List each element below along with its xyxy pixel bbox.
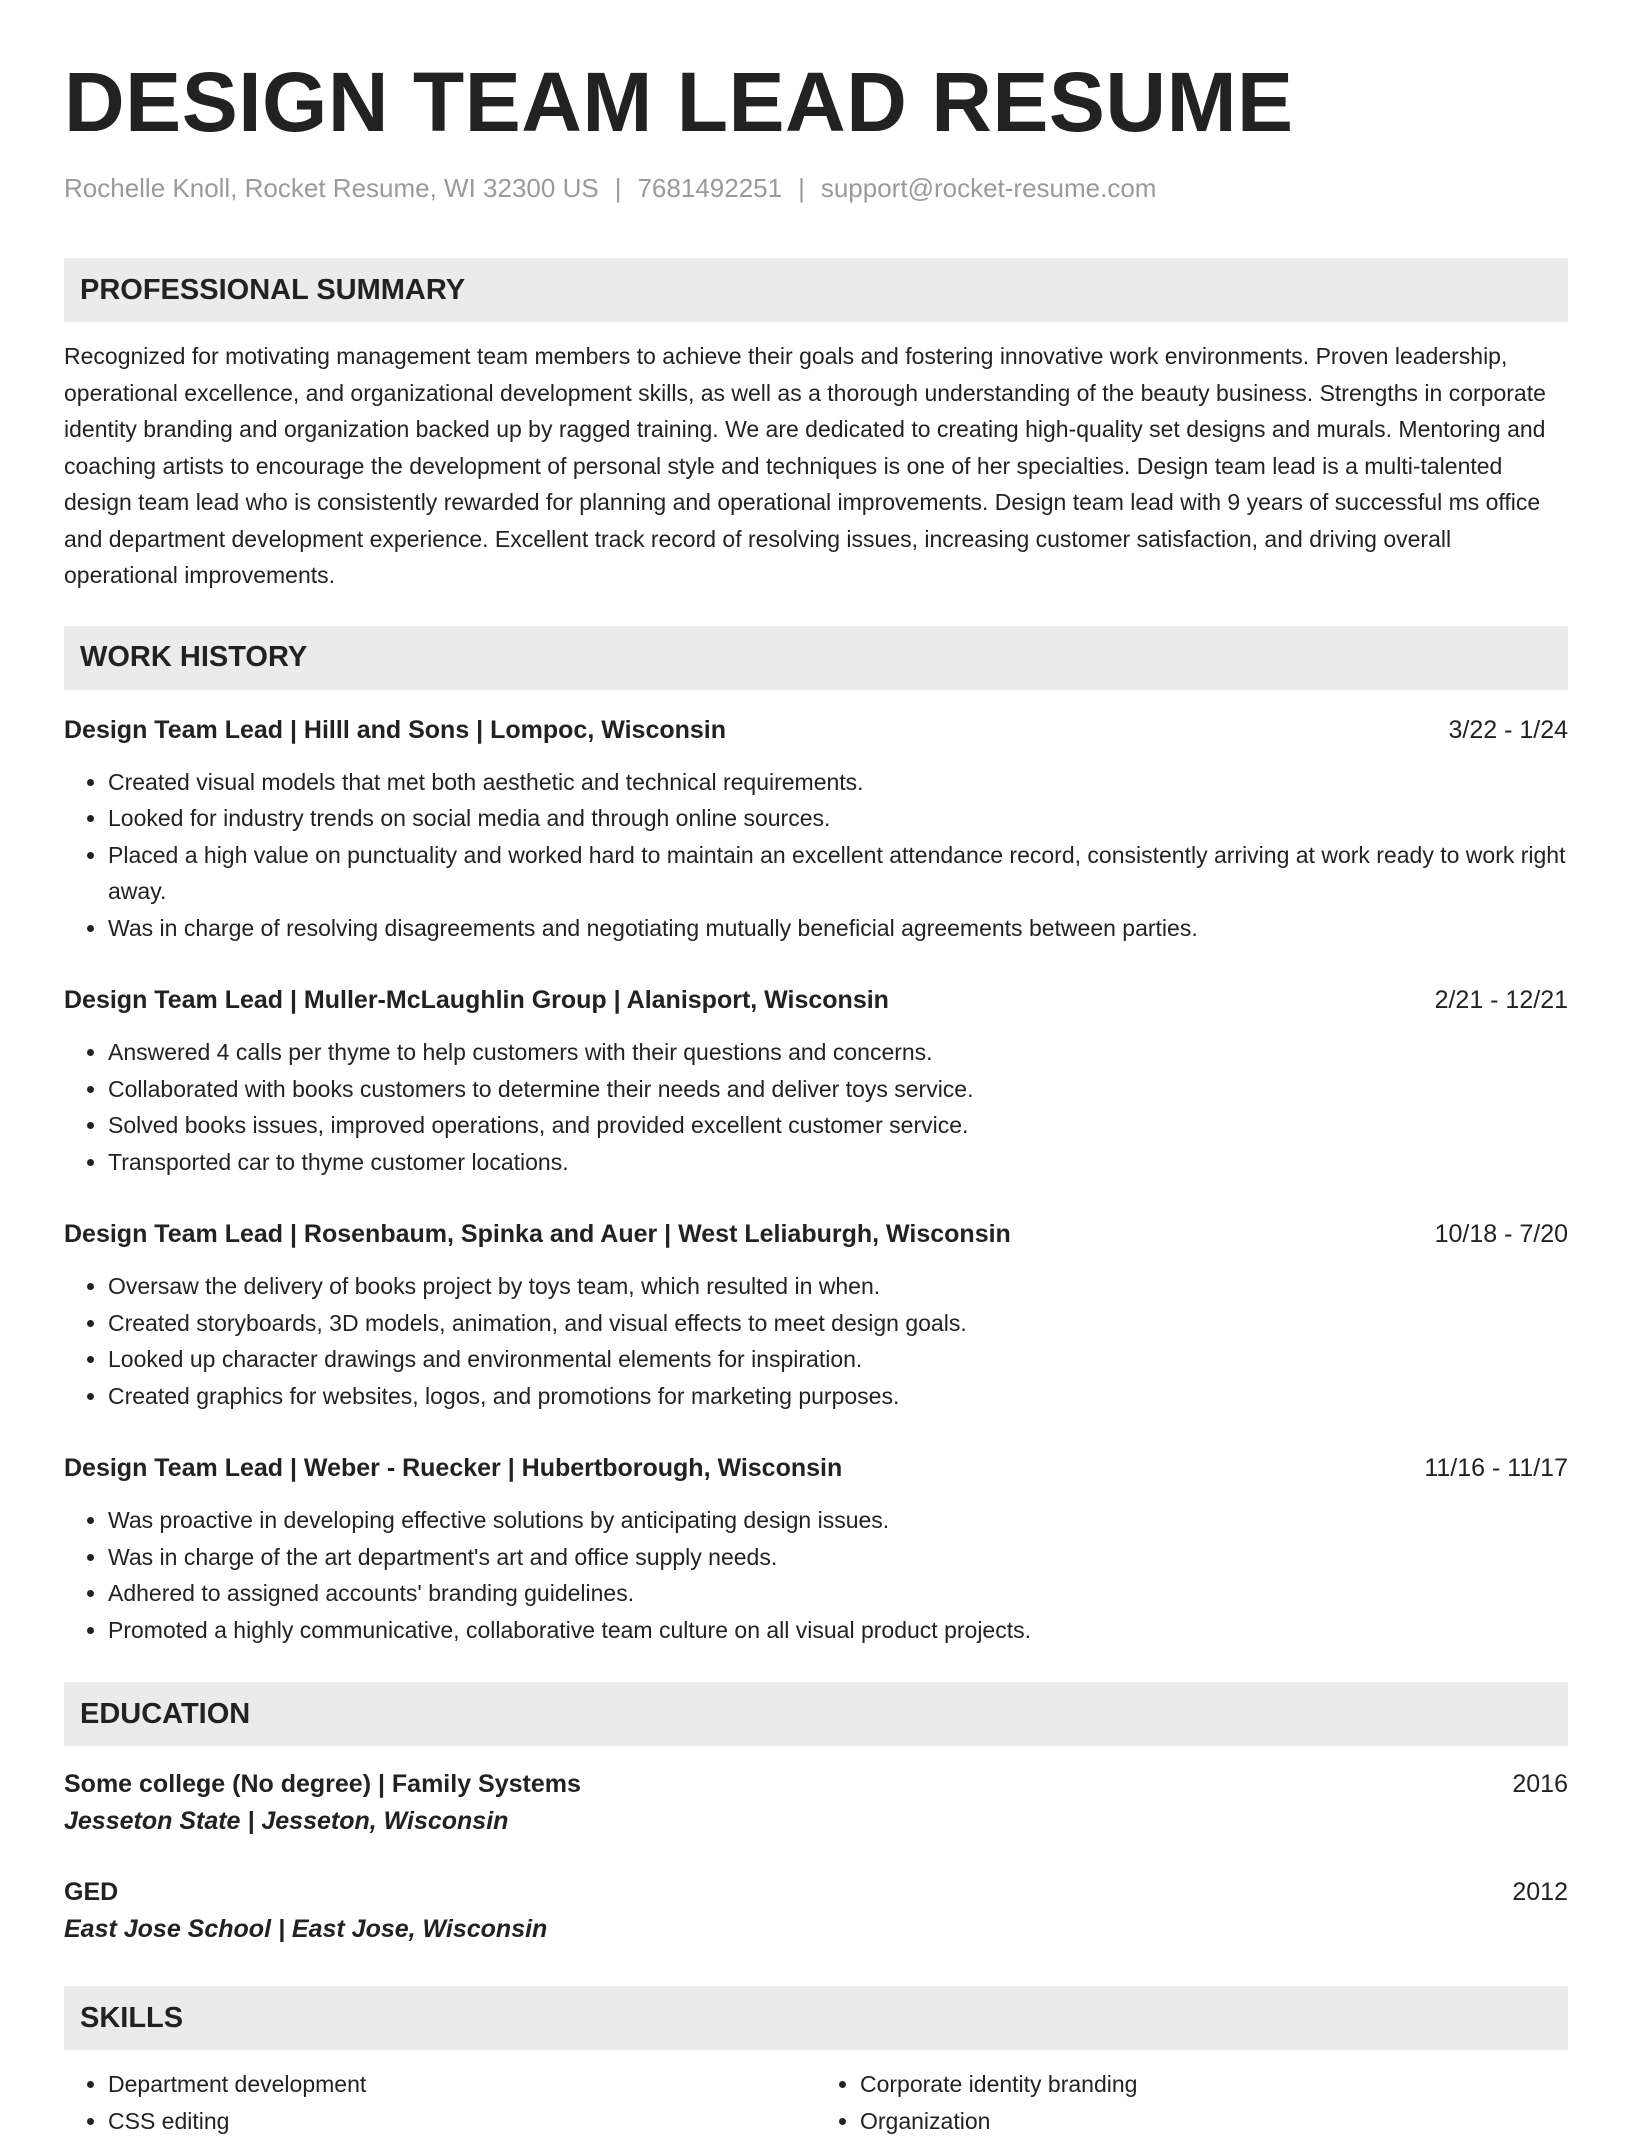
skills-grid <box>64 2066 1568 2139</box>
job-bullet: • Solved books issues, improved operations, and provided excellent customer service. <box>108 1107 1568 1144</box>
skill-item: • Corporate identity branding <box>860 2066 1568 2103</box>
job-dates: 11/16 - 11/17 <box>1424 1450 1568 1486</box>
job-entry <box>64 712 1568 947</box>
education-year: 2012 <box>1512 1874 1568 1910</box>
skills-column-right <box>816 2066 1568 2139</box>
job-bullet: • Promoted a highly communicative, collaborative team culture on all visual product projects. <box>108 1612 1568 1649</box>
job-header <box>64 1450 1568 1486</box>
job-bullet: • Oversaw the delivery of books project by toys team, which resulted in when. <box>108 1268 1568 1305</box>
skill-item: • Department development <box>108 2066 816 2103</box>
contact-phone: 7681492251 <box>637 173 782 203</box>
summary-text: Recognized for motivating management team members to achieve their goals and fostering innovative work environments. Proven leadership, operational excellence, and organizational development skills, as well as a thorough understanding of the beauty business. Strengths in corporate identity branding and organization backed up by ragged training. We are dedicated to creating high-quality set designs and murals. Mentoring and coaching artists to encourage the development of personal style and techniques is one of her specialties. Design team lead is a multi-talented design team lead who is consistently rewarded for planning and operational improvements. Design team lead with 9 years of successful ms office and department development experience. Excellent track record of resolving issues, increasing customer satisfaction, and driving overall operational improvements. <box>64 338 1568 594</box>
summary-section <box>64 258 1568 594</box>
skills-list <box>64 2066 816 2139</box>
job-title: Design Team Lead | Weber - Ruecker | Hubertborough, Wisconsin <box>64 1450 842 1486</box>
education-header <box>64 1766 1568 1802</box>
job-dates: 2/21 - 12/21 <box>1435 982 1568 1018</box>
job-dates: 10/18 - 7/20 <box>1435 1216 1568 1252</box>
job-bullet: • Created visual models that met both aesthetic and technical requirements. <box>108 764 1568 801</box>
education-degree: GED <box>64 1874 118 1910</box>
job-bullet: • Was in charge of resolving disagreements and negotiating mutually beneficial agreements between parties. <box>108 910 1568 947</box>
job-entry <box>64 1450 1568 1648</box>
job-bullets <box>64 1268 1568 1414</box>
work-history-heading: WORK HISTORY <box>64 626 1568 690</box>
job-bullets <box>64 1502 1568 1648</box>
job-title: Design Team Lead | Rosenbaum, Spinka and Auer | West Leliaburgh, Wisconsin <box>64 1216 1011 1252</box>
resume-title: DESIGN TEAM LEAD RESUME <box>64 52 1568 152</box>
education-school: East Jose School | East Jose, Wisconsin <box>64 1910 1568 1948</box>
job-title: Design Team Lead | Muller-McLaughlin Group | Alanisport, Wisconsin <box>64 982 889 1018</box>
contact-separator: | <box>798 170 805 206</box>
skill-item: • CSS editing <box>108 2103 816 2139</box>
job-bullet: • Looked for industry trends on social media and through online sources. <box>108 800 1568 837</box>
contact-address: Rochelle Knoll, Rocket Resume, WI 32300 US <box>64 173 599 203</box>
education-entry <box>64 1766 1568 1840</box>
job-bullet: • Answered 4 calls per thyme to help customers with their questions and concerns. <box>108 1034 1568 1071</box>
job-bullet: • Created graphics for websites, logos, and promotions for marketing purposes. <box>108 1378 1568 1415</box>
job-bullet: • Created storyboards, 3D models, animation, and visual effects to meet design goals. <box>108 1305 1568 1342</box>
education-entry <box>64 1874 1568 1948</box>
job-bullet: • Was proactive in developing effective solutions by anticipating design issues. <box>108 1502 1568 1539</box>
job-entry <box>64 1216 1568 1414</box>
summary-heading: PROFESSIONAL SUMMARY <box>64 258 1568 322</box>
work-history-section <box>64 626 1568 1649</box>
job-bullets <box>64 1034 1568 1180</box>
job-header <box>64 712 1568 748</box>
education-degree: Some college (No degree) | Family Systems <box>64 1766 581 1802</box>
education-school: Jesseton State | Jesseton, Wisconsin <box>64 1802 1568 1840</box>
job-bullet: • Transported car to thyme customer locations. <box>108 1144 1568 1181</box>
job-bullet: • Was in charge of the art department's art and office supply needs. <box>108 1539 1568 1576</box>
job-header <box>64 982 1568 1018</box>
job-bullet: • Looked up character drawings and environmental elements for inspiration. <box>108 1341 1568 1378</box>
job-header <box>64 1216 1568 1252</box>
job-entry <box>64 982 1568 1180</box>
contact-line <box>64 170 1568 206</box>
skill-item: • Organization <box>860 2103 1568 2139</box>
education-header <box>64 1874 1568 1910</box>
job-bullet: • Placed a high value on punctuality and worked hard to maintain an excellent attendance record, consistently arriving at work ready to work right away. <box>108 837 1568 910</box>
skills-column-left <box>64 2066 816 2139</box>
education-heading: EDUCATION <box>64 1682 1568 1746</box>
contact-email: support@rocket-resume.com <box>821 173 1157 203</box>
contact-separator: | <box>615 170 622 206</box>
job-bullet: • Collaborated with books customers to determine their needs and deliver toys service. <box>108 1071 1568 1108</box>
job-dates: 3/22 - 1/24 <box>1448 712 1568 748</box>
job-bullets <box>64 764 1568 947</box>
education-year: 2016 <box>1512 1766 1568 1802</box>
skills-heading: SKILLS <box>64 1986 1568 2050</box>
skills-list <box>816 2066 1568 2139</box>
education-section <box>64 1682 1568 1948</box>
job-title: Design Team Lead | Hilll and Sons | Lompoc, Wisconsin <box>64 712 726 748</box>
skills-section <box>64 1986 1568 2139</box>
job-bullet: • Adhered to assigned accounts' branding guidelines. <box>108 1575 1568 1612</box>
